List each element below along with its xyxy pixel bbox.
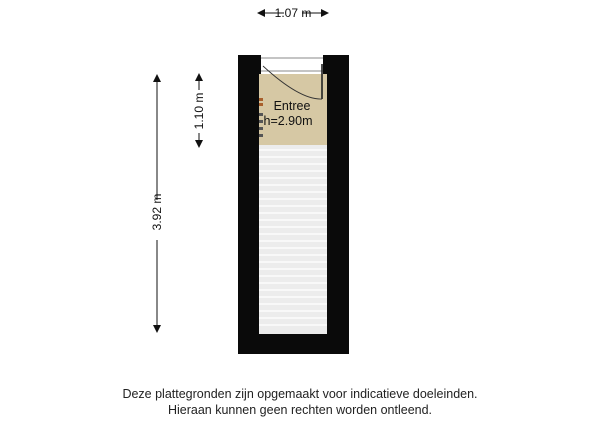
disclaimer-line-2: Hieraan kunnen geen rechten worden ontleend. <box>167 403 433 417</box>
room-height: h=2.90m <box>263 114 313 128</box>
dim-left-total: 3.92 m <box>150 193 164 231</box>
dim-top-width: 1.07 m <box>274 6 312 20</box>
dim-left-entry: 1.10 m <box>192 92 206 130</box>
disclaimer-line-1: Deze plattegronden zijn opgemaakt voor indicatieve doeleinden. <box>122 387 478 401</box>
room-name: Entree <box>273 99 311 113</box>
stair-floor <box>259 145 327 334</box>
